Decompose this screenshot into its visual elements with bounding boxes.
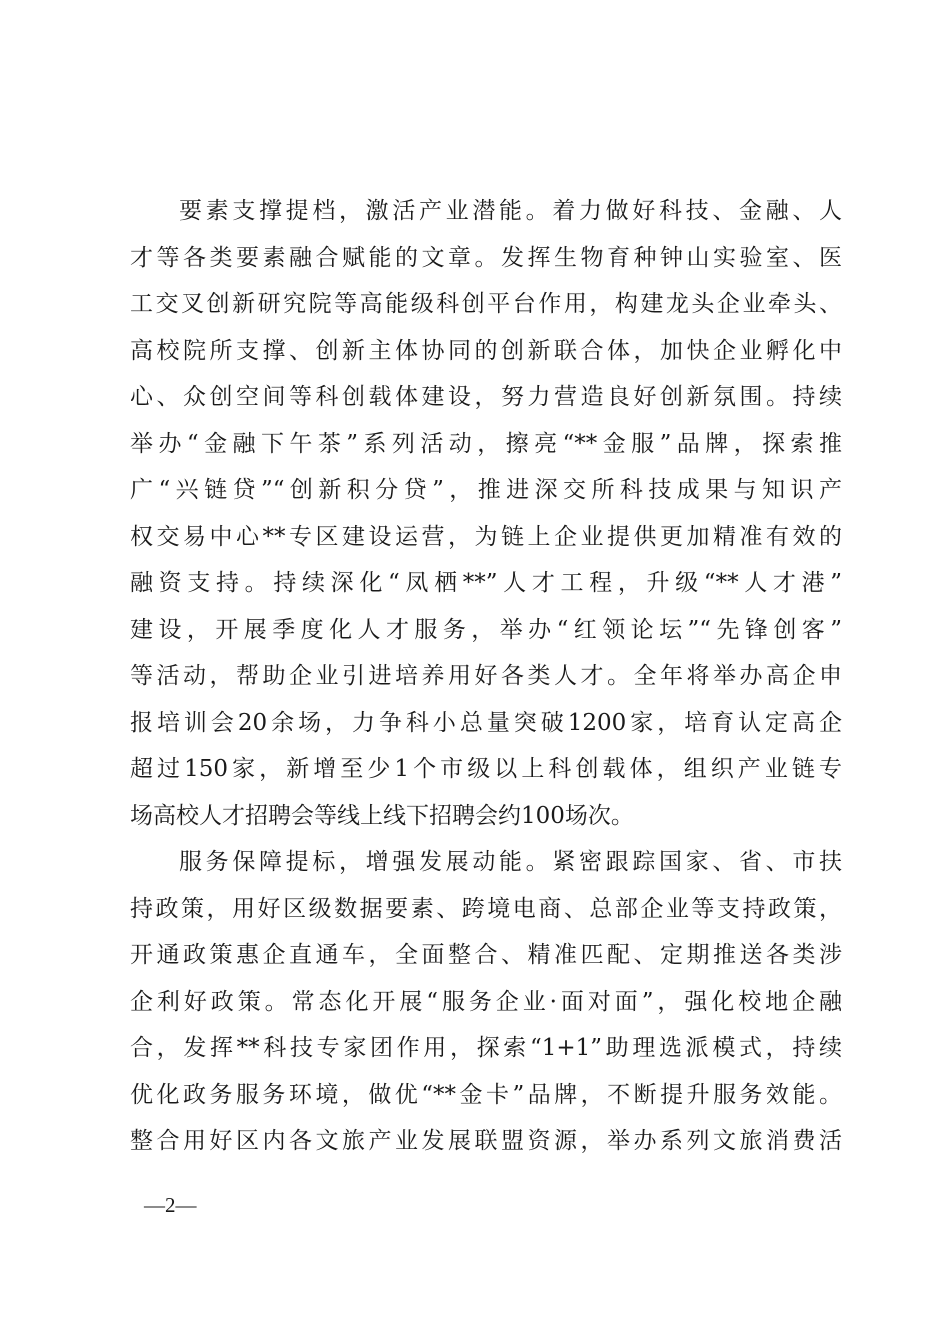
paragraph-talent-finance (130, 188, 842, 839)
text-line: 建设，开展季度化人才服务，举办“红领论坛”“先锋创客” (130, 616, 842, 643)
text-line: 整合用好区内各文旅产业发展联盟资源，举办系列文旅消费活 (130, 1128, 842, 1154)
text-line: 场高校人才招聘会等线上线下招聘会约100场次。 (130, 802, 634, 829)
text-line: 合，发挥**科技专家团作用，探索“1+1”助理选派模式，持续 (130, 1035, 842, 1061)
text-line: 服务保障提标，增强发展动能。紧密跟踪国家、省、市扶 (179, 849, 842, 875)
text-line: 开通政策惠企直通车，全面整合、精准匹配、定期推送各类涉 (130, 942, 842, 968)
text-line: 广“兴链贷”“创新积分贷”，推进深交所科技成果与知识产 (130, 477, 842, 503)
text-line: 等活动，帮助企业引进培养用好各类人才。全年将举办高企申 (130, 663, 842, 689)
text-line: 高校院所支撑、创新主体协同的创新联合体，加快企业孵化中 (130, 337, 842, 364)
page-number: —2— (144, 1193, 197, 1217)
text-line: 融资支持。持续深化“凤栖**”人才工程，升级“**人才港” (130, 570, 842, 596)
text-line: 才等各类要素融合赋能的文章。发挥生物育种钟山实验室、医 (130, 244, 842, 271)
text-line: 工交叉创新研究院等高能级科创平台作用，构建龙头企业牵头、 (130, 291, 842, 317)
text-line: 超过150家，新增至少1个市级以上科创载体，组织产业链专 (130, 756, 842, 782)
text-line: 权交易中心**专区建设运营，为链上企业提供更加精准有效的 (130, 523, 842, 550)
text-line: 心、众创空间等科创载体建设，努力营造良好创新氛围。持续 (130, 384, 842, 410)
text-line: 持政策，用好区级数据要素、跨境电商、总部企业等支持政策， (130, 895, 842, 922)
text-line: 优化政务服务环境，做优“**金卡”品牌，不断提升服务效能。 (130, 1081, 842, 1108)
text-line: 举办“金融下午茶”系列活动，擦亮“**金服”品牌，探索推 (130, 430, 842, 457)
document-body (130, 188, 842, 1165)
paragraph-service-support (130, 839, 842, 1165)
text-line: 报培训会20余场，力争科小总量突破1200家，培育认定高企 (130, 709, 842, 736)
text-line: 企利好政策。常态化开展“服务企业·面对面”，强化校地企融 (130, 988, 842, 1015)
text-line: 要素支撑提档，激活产业潜能。着力做好科技、金融、人 (179, 198, 842, 224)
